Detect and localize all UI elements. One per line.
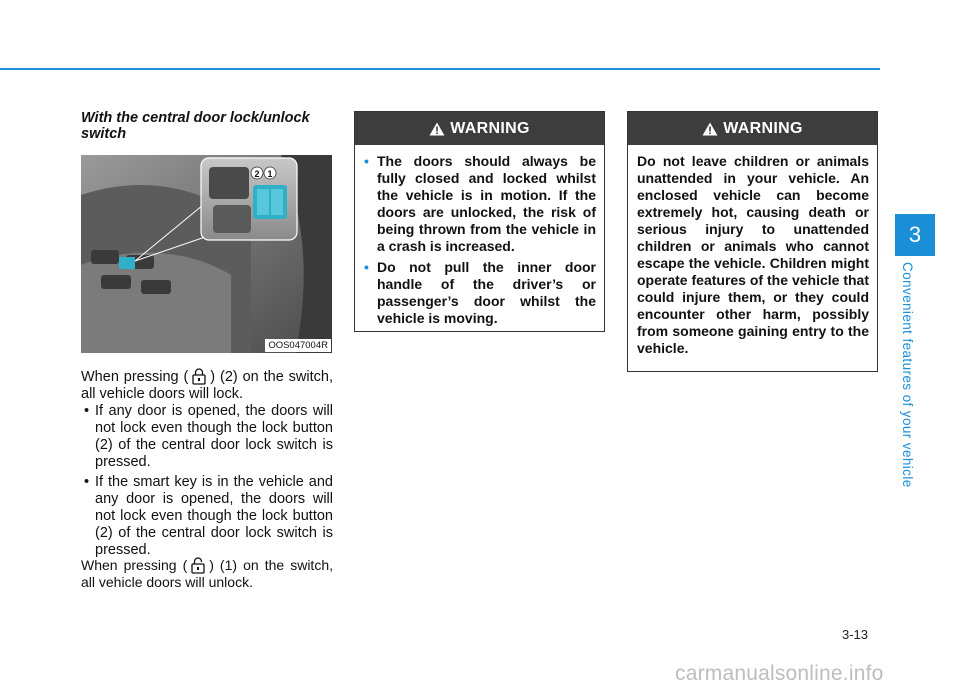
lock-icon [190,367,208,385]
lock-notes-list [81,403,333,562]
page-number: 3-13 [842,627,869,642]
section-heading: With the central door lock/unlock switch [81,110,310,142]
door-panel-illustration [81,155,332,353]
warning-triangle-icon [429,122,445,136]
photo-code: OOS047004R [265,339,331,352]
unlock-text-after: ) (1) on the switch, all vehicle doors will unlock. [81,557,333,590]
warning-item: • Do not pull the inner door handle of the driver’s or passenger’s door whilst the vehicle is moving. [364,259,596,327]
warning-title: WARNING [450,119,530,137]
chapter-title-vertical [900,262,925,502]
lock-note-item: • If the smart key is in the vehicle and any door is opened, the doors will not lock even though the lock button (2) of the central door lock switch is pressed. [81,474,333,559]
warning-text: Do not leave children or animals unattended in your vehicle. An enclosed vehicle can become extremely hot, causing death or serious injury to unattended children or animals who cannot escape the vehicle. Children might operate features of the vehicle that could injure them, or they could encounter other harm, possibly from someone gaining entry to the vehicle. [637,153,869,356]
warning-title: WARNING [723,119,803,137]
warning-item: • The doors should always be fully closed and locked whilst the vehicle is in motion. If the doors are unlocked, the risk of being thrown from the vehicle in a crash is increased. [364,153,596,255]
lock-instruction [81,367,333,403]
warning-box-children [627,111,878,372]
warning-header [628,112,877,145]
callout-2-label: 2 [254,169,260,179]
top-divider-line [0,68,880,70]
warning-list [364,153,596,327]
lock-note-item: • If any door is opened, the doors will not lock even though the lock button (2) of the central door lock switch is pressed. [81,403,333,471]
lock-text-before: When pressing ( [81,369,189,385]
watermark: carmanualsonline.info [675,662,884,685]
warning-triangle-icon [702,122,718,136]
unlock-instruction [81,556,333,591]
unlock-icon [189,556,207,574]
chapter-title: Convenient features of your vehicle [900,262,915,488]
callout-1-label: 1 [267,169,273,179]
unlock-text-before: When pressing ( [81,557,188,573]
warning-box-door-closure [354,111,605,332]
chapter-number-tab: 3 [895,214,935,256]
warning-header [355,112,604,145]
lock-text-after: ) (2) on the switch, all vehicle doors will lock. [81,369,333,402]
switch-highlight [119,257,135,269]
door-switch-photo [81,155,332,353]
